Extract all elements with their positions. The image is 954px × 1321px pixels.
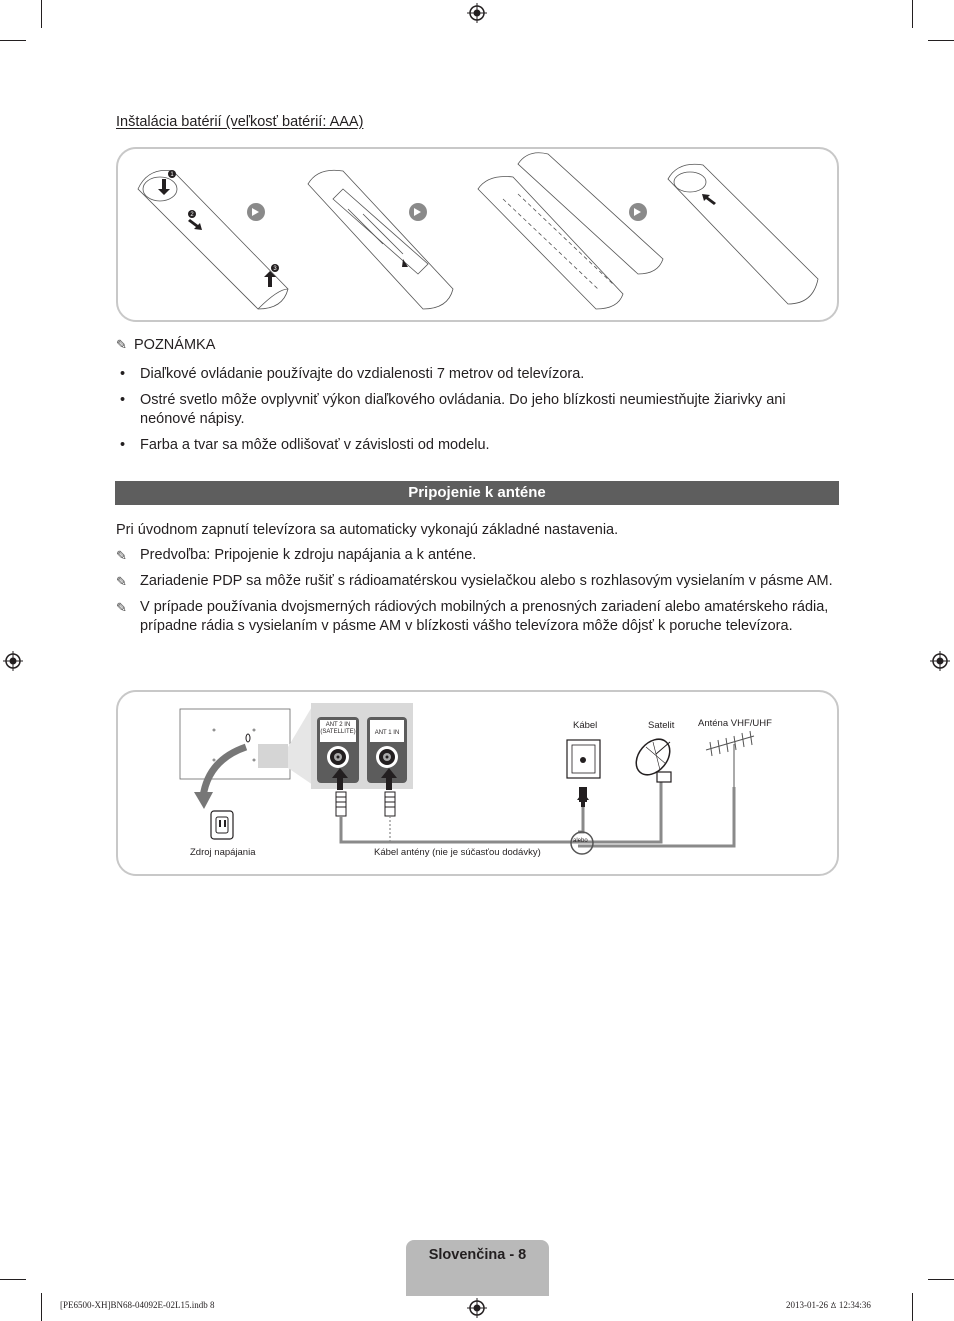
- ant1-port-icon: [376, 746, 398, 768]
- crop-mark: [41, 1293, 42, 1321]
- tv-port-area: [258, 744, 288, 768]
- registration-mark-icon: [467, 3, 487, 23]
- list-item: ✎ Zariadenie PDP sa môže rušiť s rádioamatérskou vysielačkou alebo s rozhlasovým vysielaním v pásme AM.: [116, 573, 833, 589]
- power-socket-icon: [211, 811, 233, 839]
- step-number: 2: [190, 212, 194, 218]
- page-number-tab: Slovenčina - 8: [406, 1240, 549, 1296]
- ant1-port-label: ANT 1 IN: [374, 730, 400, 736]
- crop-mark: [912, 1293, 913, 1321]
- ant2-port-icon: [327, 746, 349, 768]
- step-number: 3: [273, 266, 277, 272]
- list-item: • Diaľkové ovládanie používajte do vzdialenosti 7 metrov od televízora.: [120, 365, 830, 384]
- battery-installation-heading: Inštalácia batérií (veľkosť batérií: AAA): [116, 114, 364, 130]
- step-arrow-icon: [629, 203, 647, 221]
- list-item: ✎ V prípade používania dvojsmerných rádiových mobilných a prenosných zariadení alebo amatérskeho rádia, prípadne rádia s vysielaním v pásme AM v blízkosti vášho televízora môže dôjsť k poruche televízora.: [116, 599, 829, 634]
- note-bullet-list: [120, 365, 830, 462]
- satellite-label: Satelit: [648, 720, 675, 731]
- registration-mark-icon: [467, 1298, 487, 1318]
- crop-mark: [912, 0, 913, 28]
- satellite-dish-icon: [629, 733, 676, 782]
- pencil-icon: ✎: [116, 548, 127, 563]
- section-intro: Pri úvodnom zapnutí televízora sa automaticky vykonajú základné nastavenia.: [116, 522, 619, 538]
- crop-mark: [928, 1279, 954, 1280]
- registration-mark-icon: [3, 651, 23, 671]
- step-arrow-icon: [247, 203, 265, 221]
- list-item: • Farba a tvar sa môže odlišovať v závislosti od modelu.: [120, 436, 830, 455]
- section-title: Pripojenie k anténe: [115, 481, 839, 505]
- cable-label: Kábel: [573, 720, 598, 731]
- cable-wall-outlet-icon: [567, 740, 600, 778]
- registration-mark-icon: [930, 651, 950, 671]
- crop-mark: [0, 1279, 26, 1280]
- battery-illustration-panel: [116, 147, 839, 322]
- step-arrow-icon: [409, 203, 427, 221]
- power-source-label: Zdroj napájania: [190, 847, 256, 858]
- pencil-icon: ✎: [116, 574, 127, 589]
- list-item: • Ostré svetlo môže ovplyvniť výkon diaľkového ovládania. Do jeho blízkosti neumiestňujte žiarivky ani neónové nápisy.: [120, 391, 830, 429]
- file-info: [PE6500-XH]BN68-04092E-02L15.indb 8: [60, 1300, 215, 1310]
- crop-mark: [41, 0, 42, 28]
- antenna-cable: [341, 816, 578, 842]
- antenna-connection-panel: [116, 690, 839, 876]
- antenna-cable-label: Kábel antény (nie je súčasťou dodávky): [374, 847, 541, 858]
- step-number: 1: [170, 172, 174, 178]
- antenna-label: Anténa VHF/UHF: [698, 718, 772, 729]
- list-item: ✎ Predvoľba: Pripojenie k zdroju napájania a k anténe.: [116, 547, 477, 563]
- ant2-port-label: ANT 2 IN (SATELLITE): [320, 722, 356, 735]
- power-arrow: [203, 747, 246, 797]
- crop-mark: [928, 40, 954, 41]
- date-info: 2013-01-26 ꕖ 12:34:36: [786, 1300, 871, 1310]
- pencil-icon: ✎: [116, 337, 127, 352]
- battery-illustration: [118, 149, 837, 320]
- section-note-list: [116, 546, 836, 643]
- vhf-uhf-antenna-icon: [706, 731, 754, 787]
- or-label: alebo: [573, 838, 588, 844]
- pencil-icon: ✎: [116, 600, 127, 615]
- note-title: ✎ POZNÁMKA: [116, 337, 216, 353]
- crop-mark: [0, 40, 26, 41]
